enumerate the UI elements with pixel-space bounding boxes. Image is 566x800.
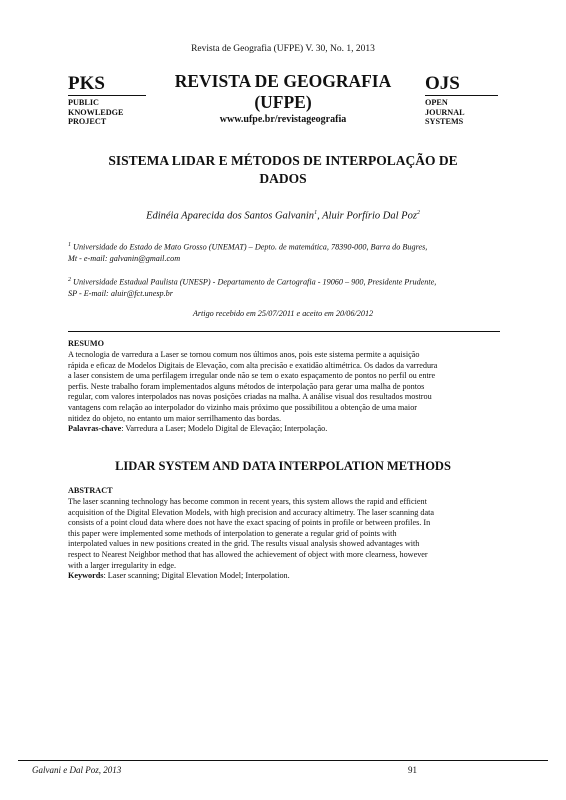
- page-number: 91: [408, 765, 417, 775]
- resumo-line: perfis. Neste trabalho foram implementados alguns métodos de interpolação para gerar uma malha de pontos: [68, 381, 425, 391]
- resumo-line: vantagens com relação ao interpolador do vizinho mais próximo que possibilitou a obtenção de uma maior: [68, 402, 418, 412]
- author-marker: 1: [314, 210, 318, 216]
- affiliation-1: [68, 240, 500, 265]
- journal-title-line1: REVISTA DE GEOGRAFIA: [174, 71, 392, 91]
- abstract-line: respect to Nearest Neighbor method that has allowed the achievement of object with more clearness, however: [68, 549, 428, 559]
- footer-rule: [18, 760, 548, 761]
- journal-citation: Revista de Geografia (UFPE) V. 30, No. 1, 2013: [191, 44, 375, 54]
- affiliation-marker: 2: [68, 277, 71, 283]
- pks-sub-line: PUBLIC: [68, 98, 99, 107]
- affiliation-text: Universidade Estadual Paulista (UNESP) - Departamento de Cartografia - 19060 – 900, Presidente Prudente,: [71, 277, 437, 287]
- ojs-subtitle: [425, 98, 465, 127]
- pks-underline: [68, 95, 146, 96]
- section-divider: [68, 331, 500, 332]
- affiliation-text: Mt - e-mail: galvanin@gmail.com: [68, 254, 181, 264]
- paper-title-line2: DADOS: [259, 171, 307, 186]
- resumo-line: nitidez do objeto, no entanto um maior serrilhamento das bordas.: [68, 413, 282, 423]
- resumo-heading: RESUMO: [68, 339, 104, 348]
- abstract-line: this paper were implemented some methods of interpolation to generate a regular grid of points with: [68, 528, 397, 538]
- author-separator: ,: [317, 210, 323, 222]
- ojs-sub-line: SYSTEMS: [425, 117, 464, 126]
- journal-title-line2: (UFPE): [254, 92, 312, 112]
- abstract-line: consists of a point cloud data where does not have the exact spacing of points in profile or between profiles. In: [68, 518, 431, 528]
- ojs-sub-line: OPEN: [425, 98, 448, 107]
- journal-url[interactable]: www.ufpe.br/revistageografia: [219, 114, 347, 125]
- pks-sub-line: PROJECT: [68, 117, 107, 126]
- keywords-text: : Laser scanning; Digital Elevation Model; Interpolation.: [103, 571, 290, 581]
- affiliation-text: SP - E-mail: aluir@fct.unesp.br: [68, 289, 173, 299]
- abstract-line: The laser scanning technology has become common in recent years, this system allows the rapid and efficient: [68, 497, 427, 506]
- abstract-heading: ABSTRACT: [68, 486, 113, 495]
- pks-subtitle: [68, 98, 124, 127]
- keywords-text: : Varredura a Laser; Modelo Digital de Elevação; Interpolação.: [121, 424, 328, 434]
- resumo-line: a laser consistem de uma perfilagem irregular onde não se tem o exato espaçamento de pontos no perfil ou entre: [68, 371, 436, 381]
- resumo-keywords: [68, 424, 500, 435]
- resumo-line: regular, com valores interpolados nas novas posições criadas na malha. A análise visual dos resultados mostrou: [68, 392, 432, 402]
- keywords-label: Palavras-chave: [68, 424, 122, 434]
- ojs-underline: [425, 95, 498, 96]
- abstract-line: interpolated values in new positions created in the grid. The results visual analysis showed advantages with: [68, 539, 420, 549]
- authors: [60, 210, 506, 222]
- journal-title: [150, 71, 416, 113]
- footer-citation: Galvani e Dal Poz, 2013: [32, 765, 122, 775]
- author-name: Edinéia Aparecida dos Santos Galvanin: [146, 210, 315, 222]
- abstract-line: acquisition of the Digital Elevation Models, with high precision and accuracy altimetry. The laser scanning data: [68, 507, 435, 517]
- submission-dates: Artigo recebido em 25/07/2011 e aceito em 20/06/2012: [192, 309, 374, 318]
- paper-title-line1: SISTEMA LIDAR E MÉTODOS DE INTERPOLAÇÃO DE: [108, 153, 458, 168]
- ojs-sub-line: JOURNAL: [425, 107, 465, 117]
- affiliation-2: [68, 275, 500, 300]
- affiliation-text: Universidade do Estado de Mato Grosso (UNEMAT) – Depto. de matemática, 78390-000, Barra do Bugres,: [71, 242, 428, 252]
- abstract-line: with a larger irregularity in edge.: [68, 560, 177, 570]
- abstract-keywords: [68, 571, 500, 582]
- resumo-body: [68, 350, 500, 435]
- english-title: LIDAR SYSTEM AND DATA INTERPOLATION METHODS: [115, 459, 451, 473]
- ojs-logo: OJS: [425, 73, 460, 94]
- pks-sub-line: KNOWLEDGE: [68, 107, 124, 117]
- author-name: Aluir Porfírio Dal Poz: [322, 210, 417, 222]
- author-marker: 2: [416, 210, 420, 216]
- affiliation-marker: 1: [68, 242, 71, 248]
- keywords-label: Keywords: [68, 571, 104, 581]
- resumo-line: A tecnologia de varredura a Laser se tornou comum nos últimos anos, pois este sistema permite a aquisição: [68, 350, 420, 359]
- resumo-line: rápida e eficaz de Modelos Digitais de Elevação, com alta precisão e exatidão altimétrica. Os dados da varredura: [68, 360, 438, 370]
- pks-logo: PKS: [68, 73, 105, 94]
- paper-title: [60, 152, 506, 188]
- abstract-body: [68, 497, 500, 582]
